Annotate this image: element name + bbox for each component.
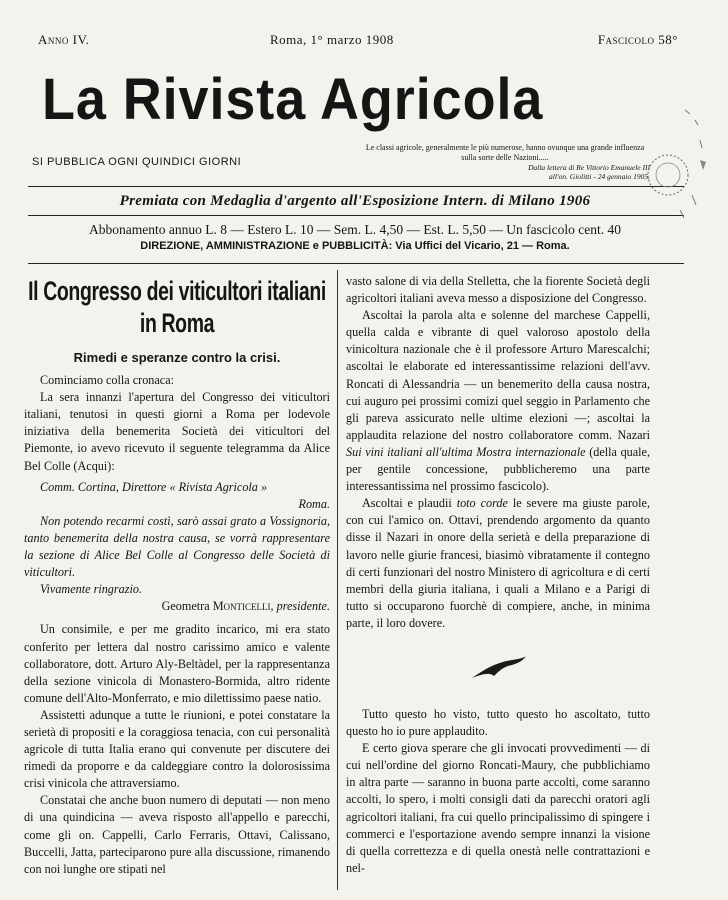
paragraph-text: Ascoltai la parola alta e solenne del marchese Cappelli, quella calda e vibrante di quel valoroso apostolo della vinicoltura nazionale che è il professore Arturo Marescalchi; ascoltai le elaborate ed interessantissime relazioni dell'avv. Roncati di Alessandria — un benemerito della causa nostra, cui auguro pei prossimi comizi quel seggio in Parlamento che gli pareva assicurato nelle ultime elezioni —; ascoltai la applaudita relazione del nostro collaboratore comm. Nazari [346,308,650,442]
paragraph-italic: Sui vini italiani all'ultima Mostra internazionale [346,444,586,459]
swallow-ornament-icon [468,654,528,684]
telegram-address: Comm. Cortina, Direttore « Rivista Agricola » [40,479,268,494]
quote-attribution [430,163,650,181]
article-left-column [24,273,330,878]
paragraph [346,495,650,632]
paragraph-text: le severe ma giuste parole, con cui l'amico on. Ottavi, prendendo argomento da quanto disse il Nazari in onore della serietà e della preparazione di lavoro nelle giurie francesi, biasimò vibratamente il contegno di certi funzionari del nostro Ministero di agricoltura e di certi membri della giuria italiana, i quali a Milano e a Parigi di tutto si occuparono fuorchè di compiere, anche, in minima parte, il loro dovere. [346,496,650,630]
signature-name: Monticelli [212,599,271,614]
header-divider [28,186,684,187]
paragraph: Cominciamo colla cronaca: [40,373,175,388]
paragraph: Constatai che anche buon numero di deputati — non meno di una quindicina — aveva risposto all'appello e parecchi, come gli on. Cappelli, Carlo Ferraris, Ottavi, Calissano, Buccelli, Jatta, parteciparono pure alla discussione, rimanendo con noi lunghe ore stipati nel [24,793,330,876]
issue-number: Fascicolo 58° [597,32,678,47]
article-title: Il Congresso dei viticultori italiani in Roma [28,276,326,338]
editorial-address: DIREZIONE, AMMINISTRAZIONE e PUBBLICITÀ: Via Uffici del Vicario, 21 — Roma. [140,240,570,252]
issue-year: Anno IV. [38,32,90,47]
issue-header-row [38,32,678,52]
paragraph-text: Ascoltai e plaudii [362,496,452,511]
article-subtitle: Rimedi e speranze contro la crisi. [73,350,281,365]
signature-role: , presidente. [270,599,330,614]
paragraph-text: (della quale, per gentile concessione, pubblicheremo una parte interessantissima nel prossimo fascicolo). [346,444,651,494]
paragraph: vasto salone di via della Stelletta, che la fiorente Società degli agricoltori italiani aveva messo a disposizione del Congresso. [346,274,650,306]
award-divider [28,215,684,216]
column-divider [337,270,338,890]
telegram-body: Non potendo recarmi costì, sarò assai grato a Vossignoria, tanto benemerita della nostra causa, se vorrà rappresentare la sezione di Alice Bel Colle al Congresso delle Società di viticultori. [24,513,330,580]
quote-attribution-line-1: Dalla lettera di Re Vittorio Emanuele III [528,163,650,172]
paragraph-italic: toto corde [456,496,508,511]
royal-quote: Le classi agricole, generalmente le più numerose, hanno ovunque una grande influenza sulla sorte delle Nazioni..... [365,143,645,162]
issue-date: Roma, 1° marzo 1908 [270,32,394,47]
paragraph [346,307,650,495]
subscription-prices: Abbonamento annuo L. 8 — Estero L. 10 — Sem. L. 4,50 — Est. L. 5,50 — Un fascicolo cent. 40 [88,222,622,237]
periodicity-note: SI PUBBLICA OGNI QUINDICI GIORNI [32,156,242,168]
article-right-column [346,273,650,877]
body-divider [28,263,684,264]
paragraph: Un consimile, e per me gradito incarico, mi era stato conferito per lettera dal nostro carissimo amico e valente collaboratore, dott. Arturo Aly-Beltàdel, per la rappresentanza della sezione vinicola di Monastero-Bormida, altro ridente comune dell'Alto-Monferrato, e mio dilettissimo paese natio. [24,622,330,705]
signature-title: Geometra [161,599,210,614]
paragraph: Assistetti adunque a tutte le riunioni, e potei constatare la serietà di propositi e la coraggiosa tenacia, con cui personalità agricole di tutta Italia erano qui convenute per discutere dei rimedi da proporre e da caldeggiare contro la dolorosissima crisi vinicola che attraversiamo. [24,707,330,791]
quote-attribution-line-2: all'on. Giolitti - 24 gennaio 1905. [549,172,650,181]
newspaper-title: La Rivista Agricola [42,67,544,132]
paragraph: La sera innanzi l'apertura del Congresso dei viticultori italiani, tenutosi in questi giorni a Roma per lodevole iniziativa della benemerita Società dei viticultori del Piemonte, io avevo ricevuto il seguente telegramma da Alice Bel Colle (Acqui): [24,390,330,473]
telegram-thanks: Vivamente ringrazio. [40,582,142,597]
award-banner: Premiata con Medaglia d'argento all'Esposizione Intern. di Milano 1906 [119,193,591,209]
paragraph: E certo giova sperare che gli invocati provvedimenti — di cui nell'ordine del giorno Roncati-Maury, che pubblichiamo in altra parte — saranno in buona parte accolti, come saranno accolti, lo spero, i molti consigli dati da parecchi oratori agli agricoltori italiani, fra cui quello principalissimo di spingere i commerci e l'esportazione avendo sempre innanzi la visione di quella correttezza e di quella onestà nelle contrattazioni e nel- [346,741,650,875]
library-stamp-icon [640,100,720,225]
telegram-signature [24,598,330,615]
telegram-city: Roma. [298,496,330,511]
paragraph: Tutto questo ho visto, tutto questo ho ascoltato, tutto questo ho io pure applaudito. [346,706,650,739]
